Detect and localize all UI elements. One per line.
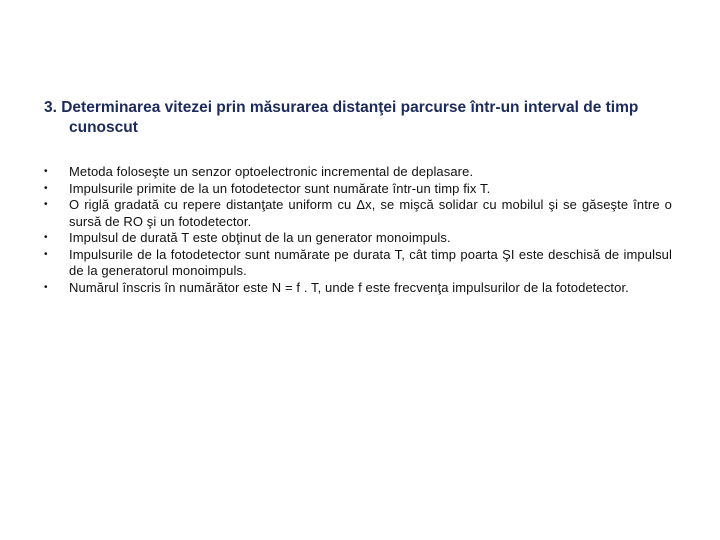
bullet-icon: • xyxy=(44,182,48,194)
bullet-item xyxy=(44,230,672,247)
bullet-item xyxy=(44,280,672,297)
bullet-text: Impulsul de durată T este obţinut de la un generator monoimpuls. xyxy=(69,230,451,245)
bullet-icon: • xyxy=(44,232,48,243)
slide-title: 3. Determinarea vitezei prin măsurarea distanţei parcurse într-un interval de timp cunoscut xyxy=(44,99,639,136)
bullet-text: Numărul înscris în numărător este N = f . T, unde f este frecvenţa impulsurilor de la fotodetector. xyxy=(69,279,629,295)
bullet-item xyxy=(44,247,672,280)
bullet-item xyxy=(44,197,672,230)
bullet-text: O riglă gradată cu repere distanţate uniform cu Δx, se mişcă solidar cu mobilul şi se găseşte între o sursă de RO şi un fotodetector. xyxy=(69,197,672,229)
bullet-icon: • xyxy=(44,248,48,260)
bullet-text: Metoda foloseşte un senzor optoelectronic incremental de deplasare. xyxy=(69,164,474,179)
bullet-icon: • xyxy=(44,199,48,210)
bullet-icon: • xyxy=(44,281,48,293)
bullet-text: Impulsurile primite de la un fotodetector sunt numărate într-un timp fix T. xyxy=(69,180,491,196)
bullet-item xyxy=(44,164,672,181)
bullet-list xyxy=(44,164,672,296)
bullet-item xyxy=(44,181,672,198)
bullet-text: Impulsurile de la fotodetector sunt numărate pe durata T, cât timp poarta ŞI este deschisă de impulsul de la generatorul monoimpuls. xyxy=(69,246,672,278)
bullet-icon: • xyxy=(44,166,48,177)
